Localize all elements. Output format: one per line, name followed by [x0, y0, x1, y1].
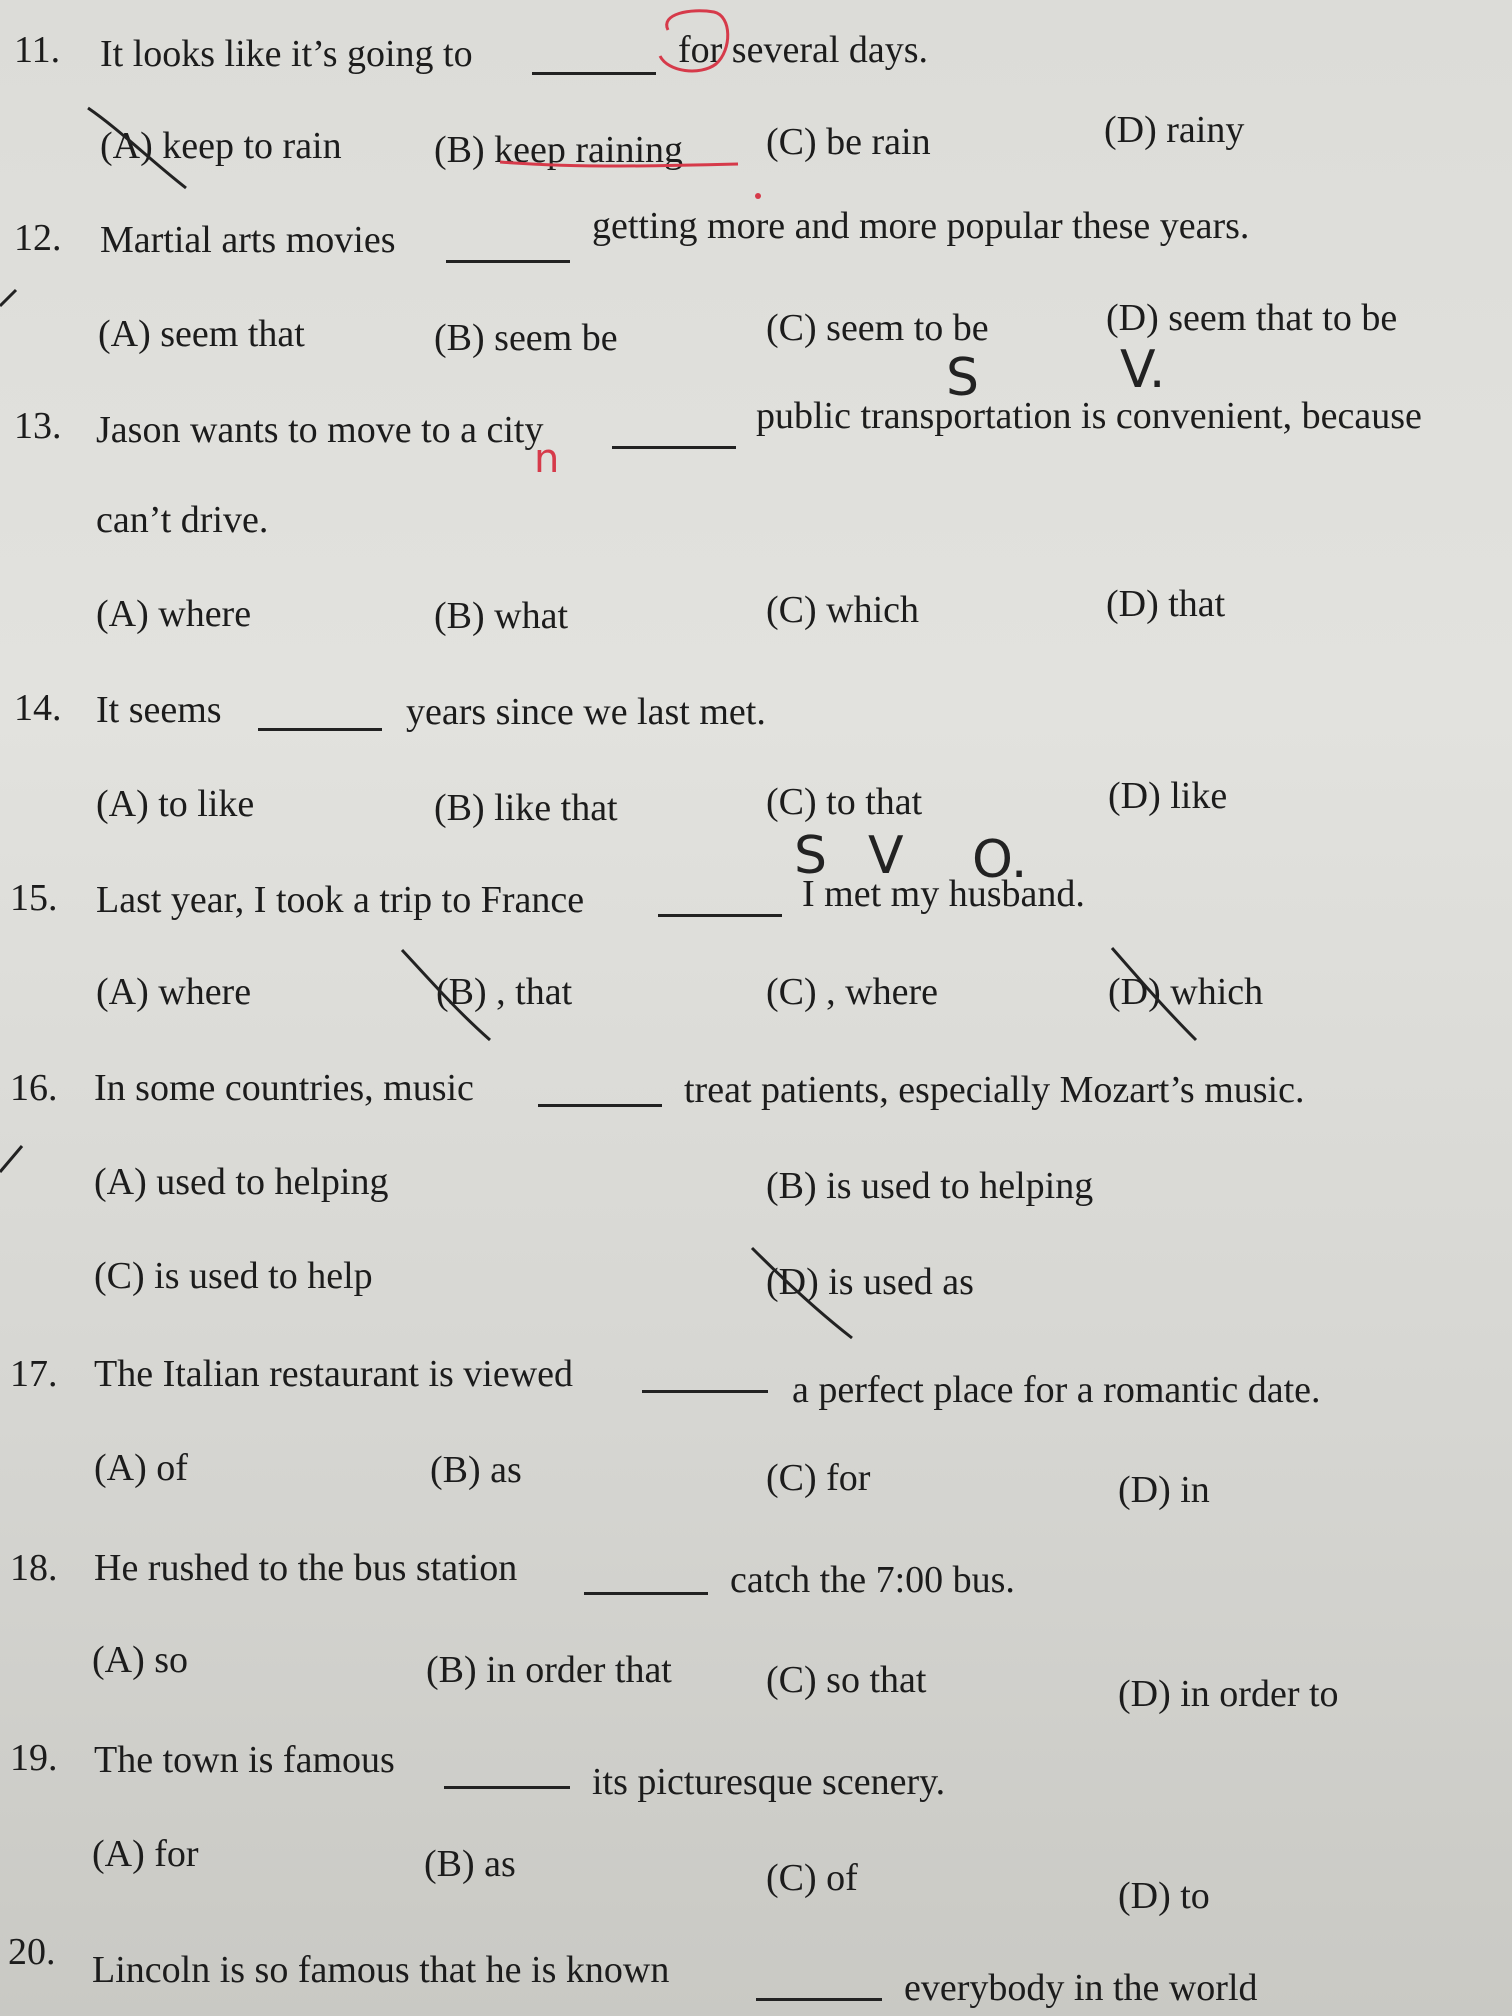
question-number: 19.: [10, 1737, 58, 1779]
option-c: (C) , where: [766, 971, 938, 1013]
answer-blank: [258, 728, 382, 731]
option-b: (B) , that: [436, 971, 573, 1013]
option-c: (C) is used to help: [94, 1255, 373, 1297]
answer-blank: [532, 72, 656, 75]
option-b: (B) what: [434, 595, 569, 637]
question-stem-end: I met my husband.: [802, 873, 1085, 915]
answer-blank: [658, 914, 782, 917]
question-stem-end: its picturesque scenery.: [592, 1761, 946, 1803]
handwritten-v: V.: [1120, 340, 1166, 400]
option-b: (B) seem be: [434, 317, 618, 359]
option-c: (C) of: [766, 1857, 858, 1899]
option-a: (A) for: [92, 1833, 199, 1875]
question-stem-continuation: can’t drive.: [96, 499, 269, 541]
question-stem-end: treat patients, especially Mozart’s music.: [684, 1069, 1305, 1111]
question-stem-end: everybody in the world: [904, 1967, 1258, 2009]
option-a: (A) where: [96, 971, 252, 1013]
answer-blank: [446, 260, 570, 263]
option-a: (A) to like: [96, 783, 255, 825]
option-a: (A) of: [94, 1447, 188, 1489]
option-d: (D) in: [1118, 1469, 1210, 1511]
question-number: 16.: [10, 1067, 58, 1109]
question-stem-start: Martial arts movies: [100, 219, 396, 261]
question-stem-start: Lincoln is so famous that he is known: [92, 1949, 670, 1991]
tick-mark: [0, 1146, 22, 1172]
question-number: 17.: [10, 1353, 58, 1395]
option-d: (D) rainy: [1104, 109, 1245, 151]
question-stem-start: It seems: [96, 689, 222, 731]
handwritten-v: V: [868, 826, 904, 886]
question-number: 14.: [14, 687, 62, 729]
option-a: (A) where: [96, 593, 252, 635]
option-b: (B) as: [430, 1449, 522, 1491]
option-a: (A) keep to rain: [100, 125, 342, 167]
option-c: (C) seem to be: [766, 307, 989, 349]
option-d: (D) seem that to be: [1106, 297, 1398, 339]
question-stem-start: The town is famous: [94, 1739, 395, 1781]
option-d: (D) in order to: [1118, 1673, 1339, 1715]
question-number: 20.: [8, 1931, 56, 1973]
option-a: (A) so: [92, 1639, 189, 1681]
question-stem-start: The Italian restaurant is viewed: [94, 1353, 574, 1395]
handwritten-s: S: [794, 826, 828, 886]
question-stem-start: He rushed to the bus station: [94, 1547, 518, 1589]
question-stem-start: Jason wants to move to a city: [96, 409, 544, 451]
question-stem-end: getting more and more popular these years.: [592, 205, 1250, 247]
option-c: (C) which: [766, 589, 920, 631]
handwritten-n: n: [534, 436, 560, 482]
answer-blank: [538, 1104, 662, 1107]
option-d: (D) which: [1108, 971, 1264, 1013]
answer-blank: [584, 1592, 708, 1595]
option-a: (A) seem that: [98, 313, 305, 355]
question-number: 12.: [14, 217, 62, 259]
question-number: 18.: [10, 1547, 58, 1589]
option-b: (B) in order that: [426, 1649, 672, 1691]
tick-mark: [0, 290, 16, 306]
question-stem-start: It looks like it’s going to: [100, 33, 473, 75]
option-d: (D) is used as: [766, 1261, 974, 1303]
question-number: 11.: [14, 29, 61, 71]
answer-blank: [444, 1786, 570, 1789]
answer-blank: [642, 1390, 768, 1393]
handwritten-s: S: [946, 348, 980, 408]
option-d: (D) to: [1118, 1875, 1210, 1917]
question-stem-start: In some countries, music: [94, 1067, 474, 1109]
answer-blank: [612, 446, 736, 449]
option-c: (C) to that: [766, 781, 923, 823]
question-stem-end: public transportation is convenient, because: [756, 395, 1422, 437]
handwritten-o: O.: [972, 830, 1028, 890]
question-stem-end: a perfect place for a romantic date.: [792, 1369, 1321, 1411]
option-d: (D) like: [1108, 775, 1228, 817]
red-dot-mark: [755, 193, 761, 199]
question-stem-end: catch the 7:00 bus.: [730, 1559, 1015, 1601]
option-b: (B) like that: [434, 787, 618, 829]
question-number: 13.: [14, 405, 62, 447]
question-stem-end: for several days.: [678, 29, 929, 71]
question-stem-start: Last year, I took a trip to France: [96, 879, 585, 921]
option-b: (B) as: [424, 1843, 516, 1885]
option-d: (D) that: [1106, 583, 1226, 625]
option-b: (B) keep raining: [434, 129, 684, 171]
answer-blank: [756, 1998, 882, 2001]
option-c: (C) for: [766, 1457, 871, 1499]
question-number: 15.: [10, 877, 58, 919]
option-c: (C) so that: [766, 1659, 927, 1701]
option-c: (C) be rain: [766, 121, 931, 163]
option-a: (A) used to helping: [94, 1161, 389, 1203]
question-stem-end: years since we last met.: [406, 691, 766, 733]
option-b: (B) is used to helping: [766, 1165, 1094, 1207]
